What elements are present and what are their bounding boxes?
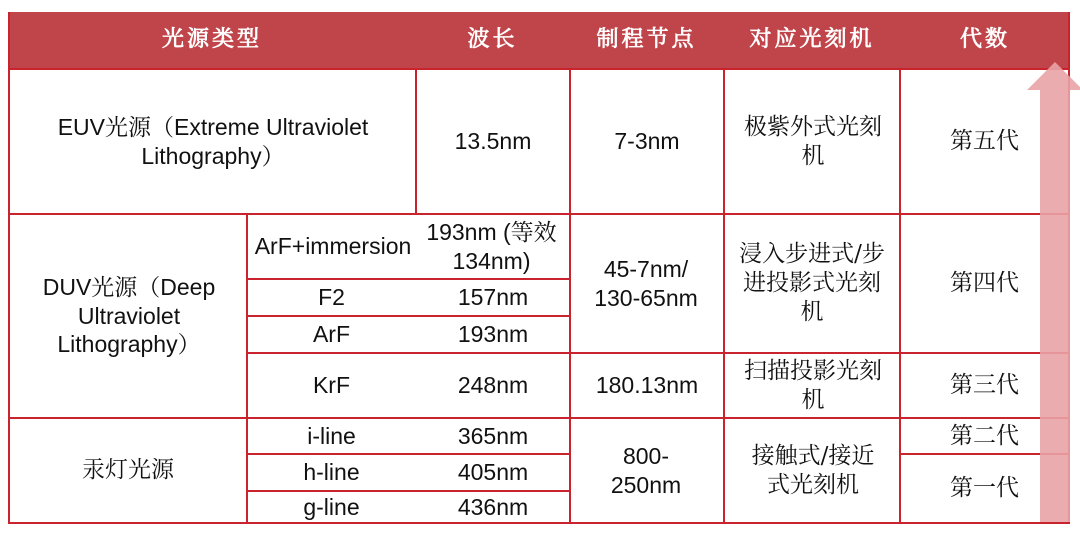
gline-wavelength-cell: 436nm xyxy=(457,493,529,520)
euv-wavelength-cell: 13.5nm xyxy=(454,128,532,155)
header-lithography-machine: 对应光刻机 xyxy=(749,27,875,53)
iline-cell: i-line xyxy=(307,422,356,449)
generation-1-cell: 第一代 xyxy=(950,475,1019,502)
krf-machine-cell: 扫描投影光刻机 xyxy=(744,357,882,413)
column-divider xyxy=(723,68,725,524)
header-wavelength: 波长 xyxy=(467,27,518,53)
euv-source-cell xyxy=(12,70,414,213)
krf-wavelength-cell: 248nm xyxy=(457,372,529,399)
duv-machine-cell: 浸入步进式/步进投影式光刻机 xyxy=(739,241,885,325)
krf-cell: KrF xyxy=(312,372,351,399)
duv-f2-wavelength-cell: 157nm xyxy=(457,284,529,311)
duv-node-cell: 45-7nm/ 130-65nm xyxy=(594,255,698,311)
gline-cell: g-line xyxy=(303,493,360,520)
lithography-table xyxy=(8,12,1070,524)
mercury-node-cell: 800- 250nm xyxy=(610,442,682,498)
upward-progress-arrow-icon xyxy=(1020,62,1080,522)
duv-arf-wavelength-cell: 193nm xyxy=(457,321,529,348)
euv-generation-cell: 第五代 xyxy=(950,128,1019,155)
euv-node-cell: 7-3nm xyxy=(614,128,680,155)
generation-2-cell: 第二代 xyxy=(950,422,1019,449)
duv-arf-immersion-cell: ArF+immersion xyxy=(254,233,412,260)
header-light-source-type: 光源类型 xyxy=(161,27,262,53)
mercury-machine-cell: 接触式/接近式光刻机 xyxy=(751,442,875,498)
iline-wavelength-cell: 365nm xyxy=(457,422,529,449)
euv-source-text: EUV光源（Extreme Ultraviolet Lithography） xyxy=(57,113,369,169)
header-process-node: 制程节点 xyxy=(596,27,697,53)
row-divider xyxy=(8,522,1070,524)
duv-arf-cell: ArF xyxy=(312,321,351,348)
euv-machine-cell: 极紫外式光刻机 xyxy=(744,113,882,169)
header-generation: 代数 xyxy=(959,27,1010,53)
krf-generation-cell: 第三代 xyxy=(950,372,1019,399)
krf-node-cell: 180.13nm xyxy=(595,372,699,399)
duv-generation-cell: 第四代 xyxy=(950,270,1019,297)
hline-wavelength-cell: 405nm xyxy=(457,459,529,486)
duv-arf-immersion-wavelength-cell: 193nm (等效134nm) xyxy=(426,218,557,274)
duv-source-cell: DUV光源（Deep Ultraviolet Lithography） xyxy=(42,273,216,358)
hline-cell: h-line xyxy=(303,459,360,486)
mercury-source-cell: 汞灯光源 xyxy=(82,457,174,484)
duv-f2-cell: F2 xyxy=(318,284,345,311)
